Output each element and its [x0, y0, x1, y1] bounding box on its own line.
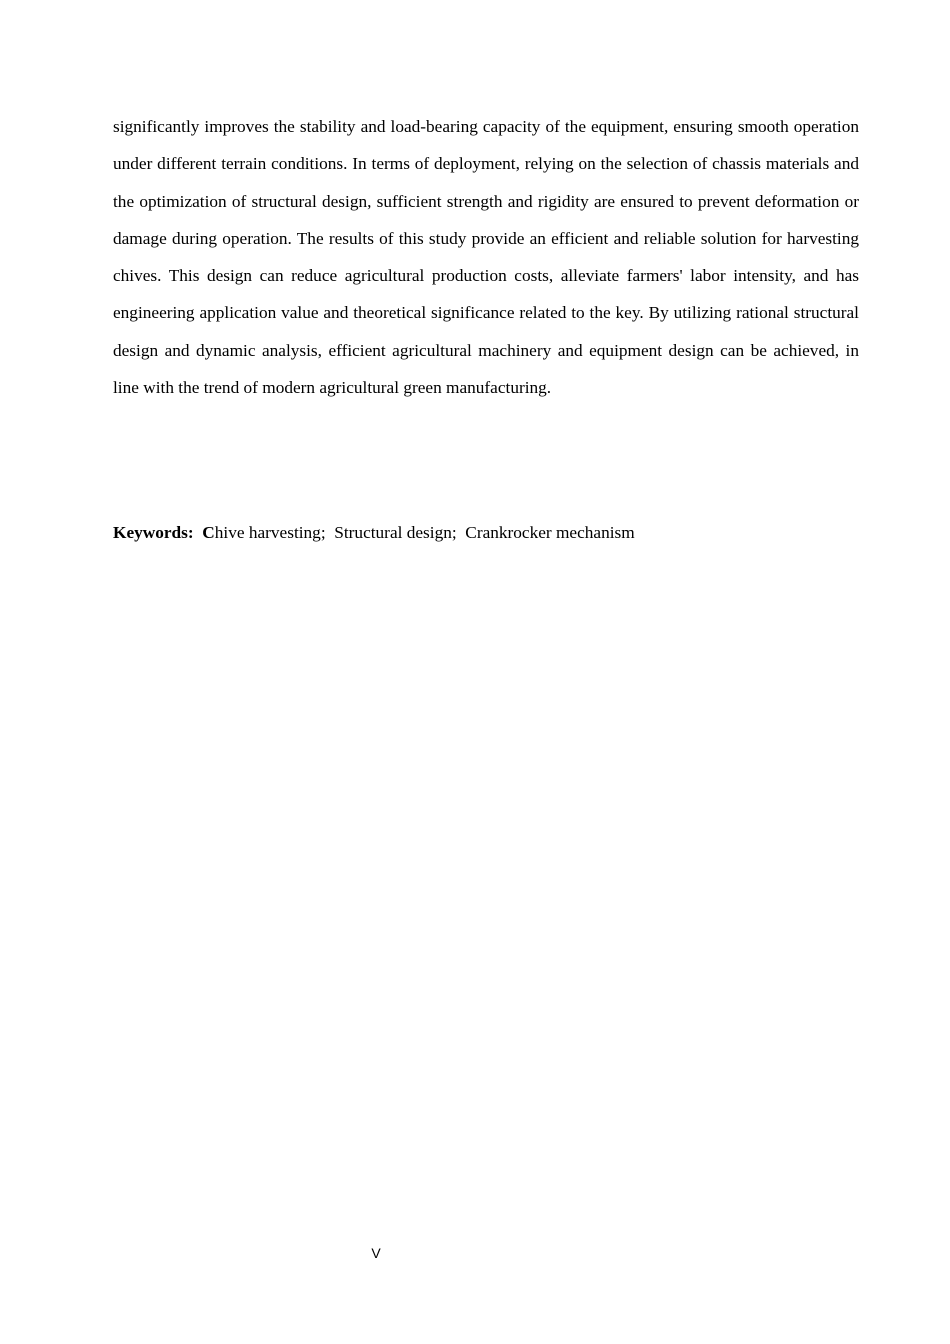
keywords-list: hive harvesting; Structural design; Crankrocker mechanism	[214, 523, 635, 542]
keywords-first-initial: C	[202, 523, 215, 542]
page-number: V	[371, 1245, 381, 1261]
abstract-paragraph: significantly improves the stability and load-bearing capacity of the equipment, ensuring smooth operation under different terrain conditions. In terms of deployment, relying on the selection of chassis materials and the optimization of structural design, sufficient strength and rigidity are ensured to prevent deformation or damage during operation. The results of this study provide an efficient and reliable solution for harvesting chives. This design can reduce agricultural production costs, alleviate farmers' labor intensity, and has engineering application value and theoretical significance related to the key. By utilizing rational structural design and dynamic analysis, efficient agricultural machinery and equipment design can be achieved, in line with the trend of modern agricultural green manufacturing.	[113, 117, 859, 398]
keywords-label: Keywords:	[113, 523, 194, 542]
keywords-line	[113, 514, 859, 551]
